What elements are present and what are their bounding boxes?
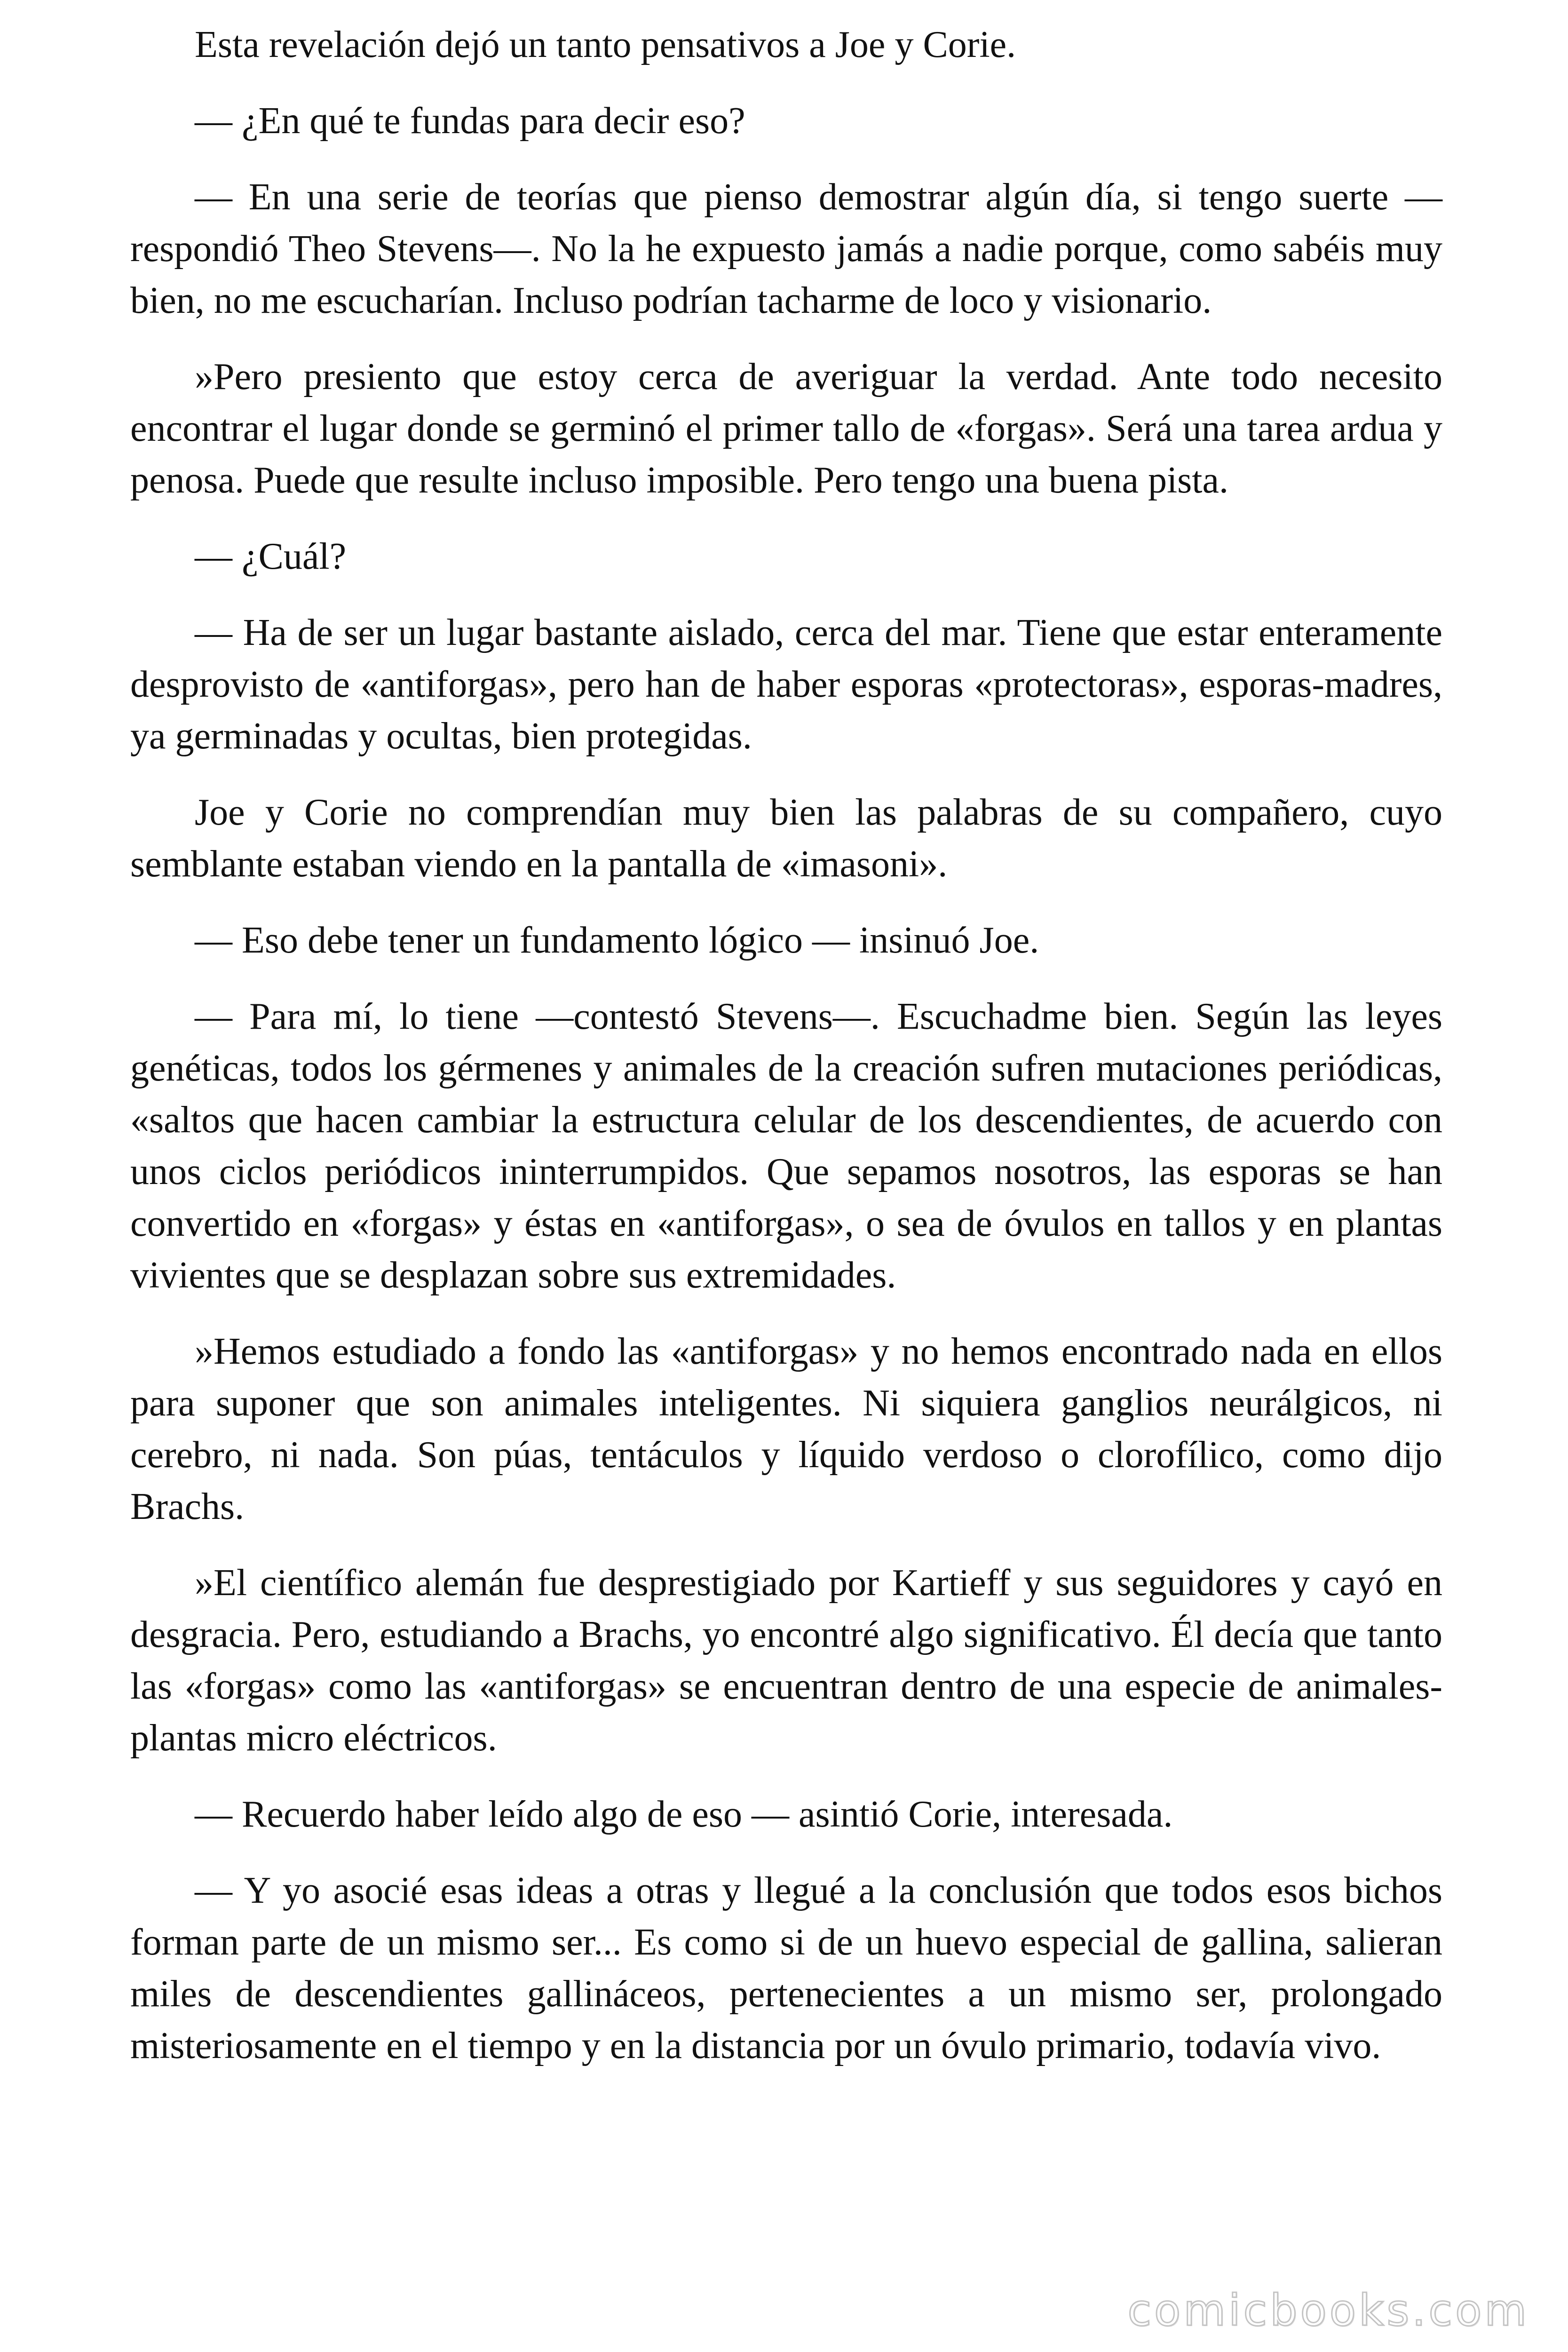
paragraph: »El científico alemán fue desprestigiado por Kartieff y sus seguidores y cayó en desgracia. Pero, estudiando a Brachs, yo encontré algo significativo. Él decía que tanto las «forgas» como las «antiforgas» se encuentran dentro de una especie de animales-plantas micro eléctricos.	[130, 1562, 1442, 1759]
paragraph: — ¿En qué te fundas para decir eso?	[195, 100, 745, 142]
watermark: comicbooks.com	[1127, 2285, 1529, 2336]
paragraph: »Pero presiento que estoy cerca de averiguar la verdad. Ante todo necesito encontrar el lugar donde se germinó el primer tallo de «forgas». Será una tarea ardua y penosa. Puede que resulte incluso imposible. Pero tengo una buena pista.	[130, 356, 1442, 501]
paragraph: »Hemos estudiado a fondo las «antiforgas» y no hemos encontrado nada en ellos para suponer que son animales inteligentes. Ni siquiera ganglios neurálgicos, ni cerebro, ni nada. Son púas, tentáculos y líquido verdoso o clorofílico, como dijo Brachs.	[130, 1331, 1442, 1527]
paragraph: Joe y Corie no comprendían muy bien las palabras de su compañero, cuyo semblante estaban viendo en la pantalla de «imasoni».	[130, 792, 1442, 885]
paragraph: — Recuerdo haber leído algo de eso — asintió Corie, interesada.	[195, 1794, 1173, 1835]
body-text	[130, 19, 1442, 2096]
paragraph: — ¿Cuál?	[195, 536, 347, 577]
paragraph: Esta revelación dejó un tanto pensativos a Joe y Corie.	[195, 24, 1016, 65]
paragraph: — En una serie de teorías que pienso demostrar algún día, si tengo suerte —respondió Theo Stevens—. No la he expuesto jamás a nadie porque, como sabéis muy bien, no me escucharían. Incluso podrían tacharme de loco y visionario.	[130, 176, 1442, 321]
paragraph: — Para mí, lo tiene —contestó Stevens—. Escuchadme bien. Según las leyes genéticas, todos los gérmenes y animales de la creación sufren mutaciones periódicas, «saltos que hacen cambiar la estructura celular de los descendientes, de acuerdo con unos ciclos periódicos ininterrumpidos. Que sepamos nosotros, las esporas se han convertido en «forgas» y éstas en «antiforgas», o sea de óvulos en tallos y en plantas vivientes que se desplazan sobre sus extremidades.	[130, 996, 1442, 1296]
paragraph: — Y yo asocié esas ideas a otras y llegué a la conclusión que todos esos bichos forman parte de un mismo ser... Es como si de un huevo especial de gallina, salieran miles de descendientes gallináceos, pertenecientes a un mismo ser, prolongado misteriosamente en el tiempo y en la distancia por un óvulo primario, todavía vivo.	[130, 1870, 1442, 2066]
paragraph: — Ha de ser un lugar bastante aislado, cerca del mar. Tiene que estar enteramente desprovisto de «antiforgas», pero han de haber esporas «protectoras», esporas-madres, ya germinadas y ocultas, bien protegidas.	[130, 612, 1442, 757]
paragraph: — Eso debe tener un fundamento lógico — insinuó Joe.	[195, 920, 1039, 961]
